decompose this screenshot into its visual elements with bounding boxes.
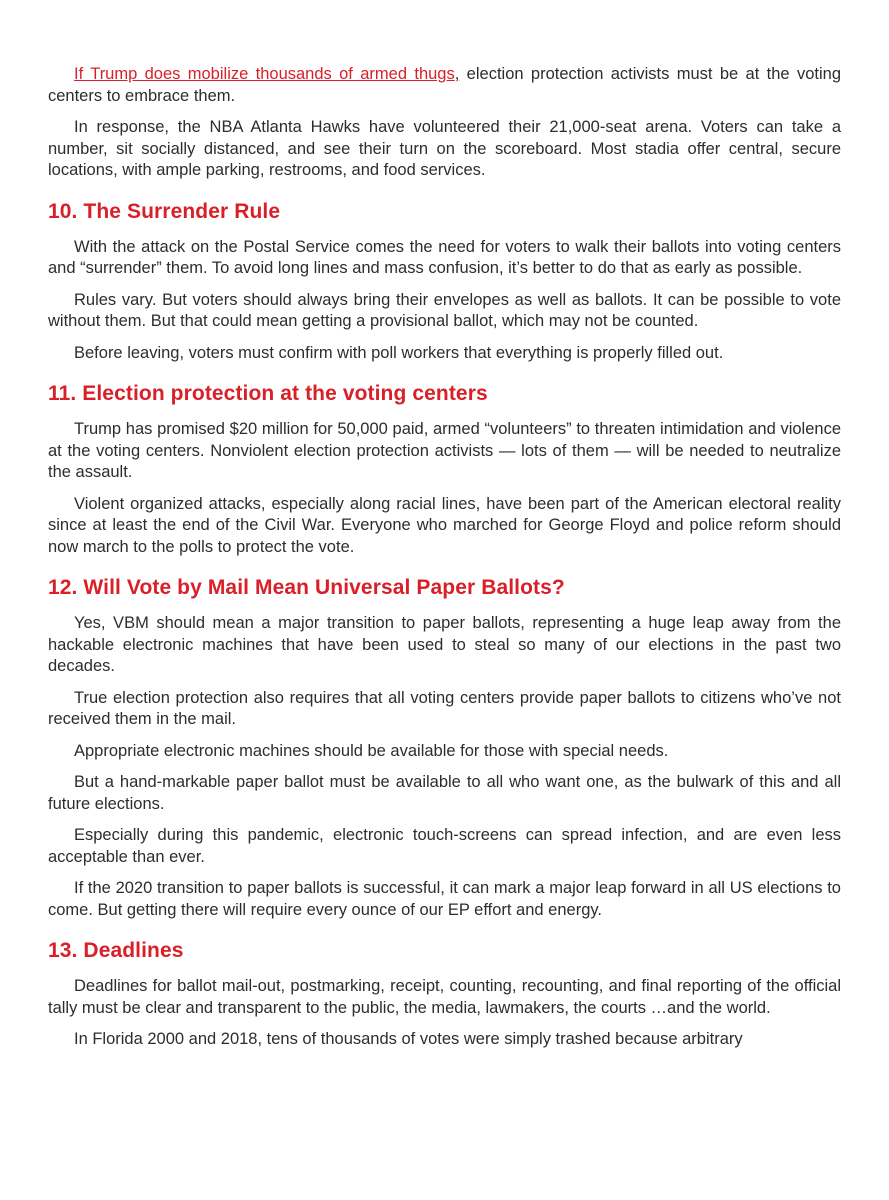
section-heading-13-deadlines: 13. Deadlines: [48, 939, 184, 962]
paragraph: Trump has promised $20 million for 50,000 paid, armed “volunteers” to threaten intimidation and violence at the voting centers. Nonviolent election protection activists — lots of them — will be needed to neutralize the assault.: [48, 420, 841, 481]
paragraph: Appropriate electronic machines should be available for those with special needs.: [74, 741, 669, 760]
article-body: [48, 64, 841, 1051]
hyperlink-armed-thugs[interactable]: [74, 65, 459, 83]
intro-paragraph-text: election protection activists must be at the voting centers to embrace them.: [48, 65, 841, 105]
paragraph: In Florida 2000 and 2018, tens of thousands of votes were simply trashed because arbitrary: [74, 1030, 743, 1048]
hyperlink-trailing-comma: ,: [454, 65, 460, 83]
paragraph: If the 2020 transition to paper ballots is successful, it can mark a major leap forward in all US elections to come. But getting there will require every ounce of our EP effort and energy.: [48, 879, 841, 919]
paragraph: Yes, VBM should mean a major transition to paper ballots, representing a huge leap away from the hackable electronic machines that have been used to steal so many of our elections in the past two decades.: [48, 614, 841, 675]
paragraph: With the attack on the Postal Service comes the need for voters to walk their ballots into voting centers and “surrender” them. To avoid long lines and mass confusion, it’s better to do that as early as possible.: [48, 237, 841, 277]
paragraph: Violent organized attacks, especially along racial lines, have been part of the American electoral reality since at least the end of the Civil War. Everyone who marched for George Floyd and police reform should now march to the polls to protect the vote.: [48, 494, 841, 556]
section-heading-11-election-protection: 11. Election protection at the voting centers: [48, 382, 488, 405]
paragraph: Especially during this pandemic, electronic touch-screens can spread infection, and are even less acceptable than ever.: [48, 826, 841, 866]
section-heading-10-surrender-rule: 10. The Surrender Rule: [48, 199, 281, 223]
paragraph: Deadlines for ballot mail-out, postmarking, receipt, counting, recounting, and final reporting of the official tally must be clear and transparent to the public, the media, lawmakers, the courts …and the world.: [48, 977, 841, 1017]
intro-paragraph: [48, 64, 841, 107]
paragraph-atlanta-hawks: In response, the NBA Atlanta Hawks have volunteered their 21,000-seat arena. Voters can take a number, sit socially distanced, and see their turn on the scoreboard. Most stadia offer central, secure locations, with ample parking, restrooms, and food services.: [48, 118, 841, 179]
section-heading-12-paper-ballots: 12. Will Vote by Mail Mean Universal Paper Ballots?: [48, 576, 565, 599]
hyperlink-text[interactable]: If Trump does mobilize thousands of armed thugs: [74, 65, 455, 83]
paragraph: But a hand-markable paper ballot must be available to all who want one, as the bulwark of this and all future elections.: [48, 773, 841, 813]
paragraph: Before leaving, voters must confirm with poll workers that everything is properly filled out.: [74, 343, 724, 362]
paragraph: True election protection also requires that all voting centers provide paper ballots to citizens who’ve not received them in the mail.: [48, 688, 841, 728]
paragraph: Rules vary. But voters should always bring their envelopes as well as ballots. It can be possible to vote without them. But that could mean getting a provisional ballot, which may not be counted.: [48, 290, 841, 330]
